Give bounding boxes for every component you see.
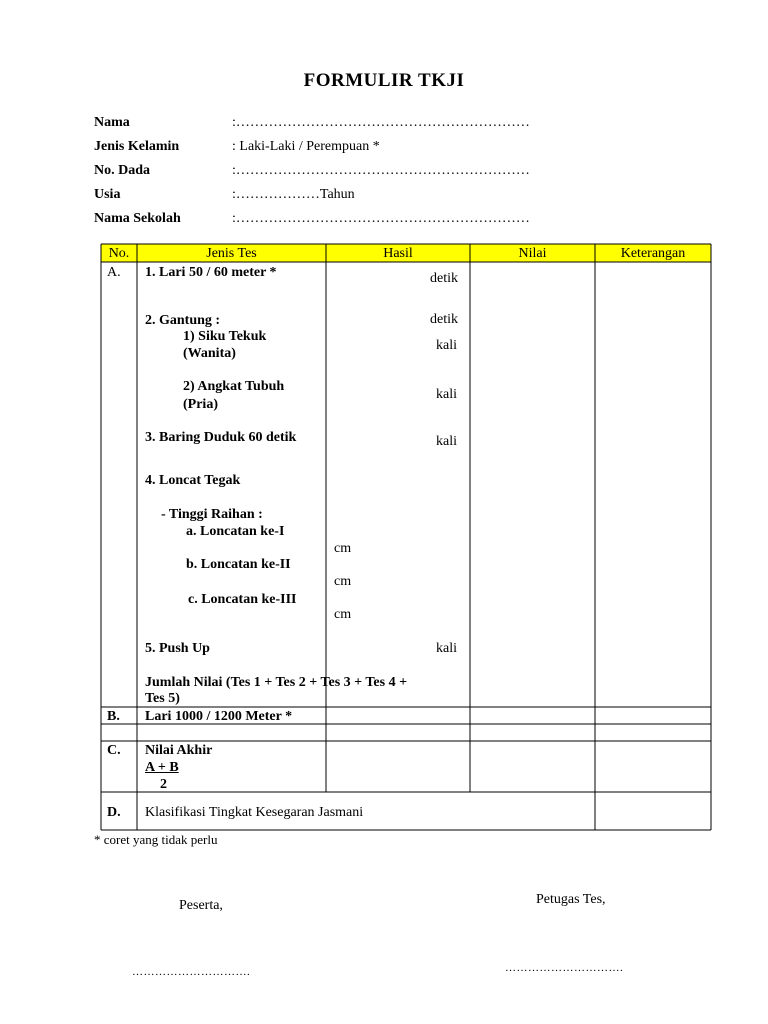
- klasifikasi-label: Klasifikasi Tingkat Kesegaran Jasmani: [145, 805, 364, 820]
- test-lari-label: 1. Lari 50 / 60 meter *: [145, 265, 277, 280]
- field-value-nama-sekolah[interactable]: :………………………………………………………: [232, 211, 530, 226]
- hasil-unit-kali-baring: kali: [436, 434, 457, 449]
- signature-peserta-label: Peserta,: [179, 898, 223, 913]
- hasil-unit-kali-angkat: kali: [436, 387, 457, 402]
- nilai-akhir-denominator: 2: [160, 777, 167, 792]
- row-c-number: C.: [107, 743, 121, 758]
- field-value-jenis-kelamin[interactable]: : Laki-Laki / Perempuan *: [232, 139, 380, 154]
- header-jenis-tes: Jenis Tes: [206, 246, 257, 261]
- jumlah-nilai-label-cont: Tes 5): [145, 691, 180, 706]
- test-baring-duduk-label: 3. Baring Duduk 60 detik: [145, 430, 297, 445]
- signature-petugas-line[interactable]: ………………………….: [505, 962, 624, 974]
- test-gantung-label: 2. Gantung :: [145, 313, 221, 328]
- signature-peserta-line[interactable]: ………………………….: [132, 966, 251, 978]
- jumlah-nilai-label: Jumlah Nilai (Tes 1 + Tes 2 + Tes 3 + Tes 4 +: [145, 675, 408, 690]
- hasil-unit-kali-siku: kali: [436, 338, 457, 353]
- test-push-up-label: 5. Push Up: [145, 641, 210, 656]
- hasil-unit-cm-loncatan-2: cm: [334, 574, 352, 589]
- field-value-nama[interactable]: :………………………………………………………: [232, 115, 530, 130]
- nilai-akhir-label: Nilai Akhir: [145, 743, 213, 758]
- field-label-jenis-kelamin: Jenis Kelamin: [94, 139, 180, 154]
- hasil-unit-cm-loncatan-1: cm: [334, 541, 352, 556]
- footnote: * coret yang tidak perlu: [94, 832, 218, 847]
- field-value-no-dada[interactable]: :………………………………………………………: [232, 163, 530, 178]
- test-lari-jauh-label: Lari 1000 / 1200 Meter *: [145, 709, 293, 724]
- test-loncatan-3-label: c. Loncatan ke-III: [188, 592, 297, 607]
- form-title: FORMULIR TKJI: [303, 70, 465, 91]
- hasil-unit-cm-loncatan-3: cm: [334, 607, 352, 622]
- test-loncatan-2-label: b. Loncatan ke-II: [186, 557, 291, 572]
- nilai-akhir-numerator: A + B: [145, 760, 179, 775]
- test-siku-tekuk-gender: (Wanita): [183, 346, 236, 361]
- test-angkat-tubuh-gender: (Pria): [183, 397, 218, 412]
- header-nilai: Nilai: [518, 246, 547, 261]
- test-loncat-tegak-label: 4. Loncat Tegak: [145, 473, 241, 488]
- test-angkat-tubuh-label: 2) Angkat Tubuh: [183, 379, 285, 394]
- test-tinggi-raihan-label: - Tinggi Raihan :: [161, 507, 263, 522]
- test-siku-tekuk-label: 1) Siku Tekuk: [183, 329, 267, 344]
- test-loncatan-1-label: a. Loncatan ke-I: [186, 524, 285, 539]
- header-no: No.: [108, 246, 130, 261]
- hasil-unit-detik-gantung: detik: [430, 312, 458, 327]
- row-a-number: A.: [107, 265, 121, 280]
- row-b-number: B.: [107, 709, 120, 724]
- hasil-unit-kali-push-up: kali: [436, 641, 457, 656]
- hasil-unit-detik-lari: detik: [430, 271, 458, 286]
- field-value-usia[interactable]: :………………Tahun: [232, 187, 355, 202]
- field-label-nama-sekolah: Nama Sekolah: [94, 211, 181, 226]
- field-label-nama: Nama: [94, 115, 130, 130]
- header-keterangan: Keterangan: [620, 246, 686, 261]
- field-label-no-dada: No. Dada: [94, 163, 151, 178]
- header-hasil: Hasil: [383, 246, 413, 261]
- row-d-number: D.: [107, 805, 121, 820]
- field-label-usia: Usia: [94, 187, 121, 202]
- signature-petugas-label: Petugas Tes,: [536, 892, 606, 907]
